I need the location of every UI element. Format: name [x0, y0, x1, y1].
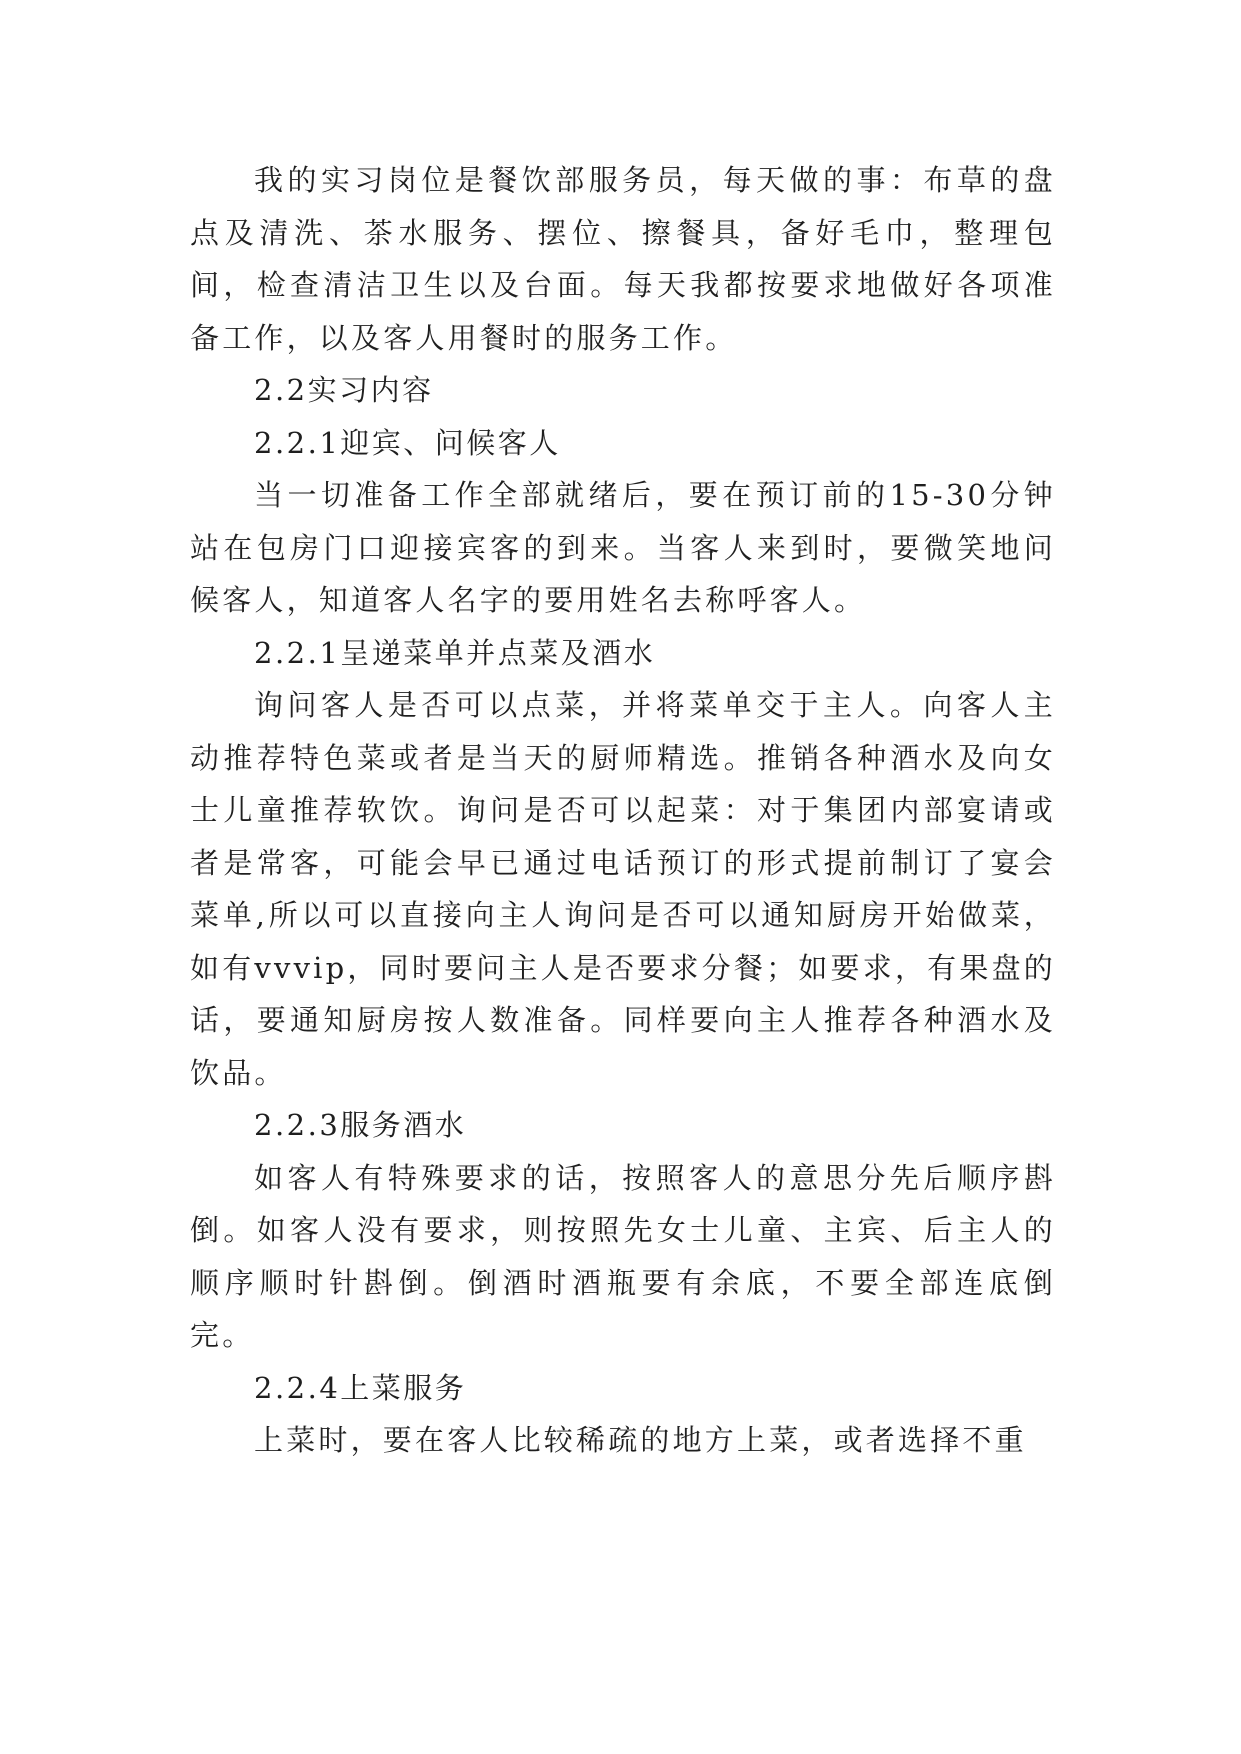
paragraph-menu: 询问客人是否可以点菜，并将菜单交于主人。向客人主动推荐特色菜或者是当天的厨师精选。推销各种酒水及向女士儿童推荐软饮。询问是否可以起菜：对于集团内部宴请或者是常客，可能会早已通过电话预订的形式提前制订了宴会菜单,所以可以直接向主人询问是否可以通知厨房开始做菜，如有vvvip，同时要问主人是否要求分餐；如要求，有果盘的话，要通知厨房按人数准备。同样要向主人推荐各种酒水及饮品。 [190, 688, 1056, 1090]
subsection-heading-greeting: 2.2.1迎宾、问候客人 [254, 425, 561, 460]
subsection-heading-serving: 2.2.4上菜服务 [254, 1370, 467, 1405]
paragraph-serving: 上菜时，要在客人比较稀疏的地方上菜，或者选择不重 [254, 1423, 1027, 1457]
paragraph-greeting: 当一切准备工作全部就绪后，要在预订前的15-30分钟站在包房门口迎接宾客的到来。当客人来到时，要微笑地问候客人，知道客人名字的要用姓名去称呼客人。 [190, 478, 1056, 617]
document-body [190, 154, 1056, 1467]
paragraph-internship-position: 我的实习岗位是餐饮部服务员，每天做的事：布草的盘点及清洗、茶水服务、摆位、擦餐具，备好毛巾，整理包间，检查清洁卫生以及台面。每天我都按要求地做好各项准备工作，以及客人用餐时的服务工作。 [190, 163, 1056, 355]
subsection-heading-menu: 2.2.1呈递菜单并点菜及酒水 [254, 635, 656, 670]
paragraph-drinks: 如客人有特殊要求的话，按照客人的意思分先后顺序斟倒。如客人没有要求，则按照先女士儿童、主宾、后主人的顺序顺时针斟倒。倒酒时酒瓶要有余底，不要全部连底倒完。 [190, 1160, 1056, 1352]
subsection-heading-drinks: 2.2.3服务酒水 [254, 1108, 467, 1142]
section-heading-internship-content: 2.2实习内容 [254, 373, 434, 407]
